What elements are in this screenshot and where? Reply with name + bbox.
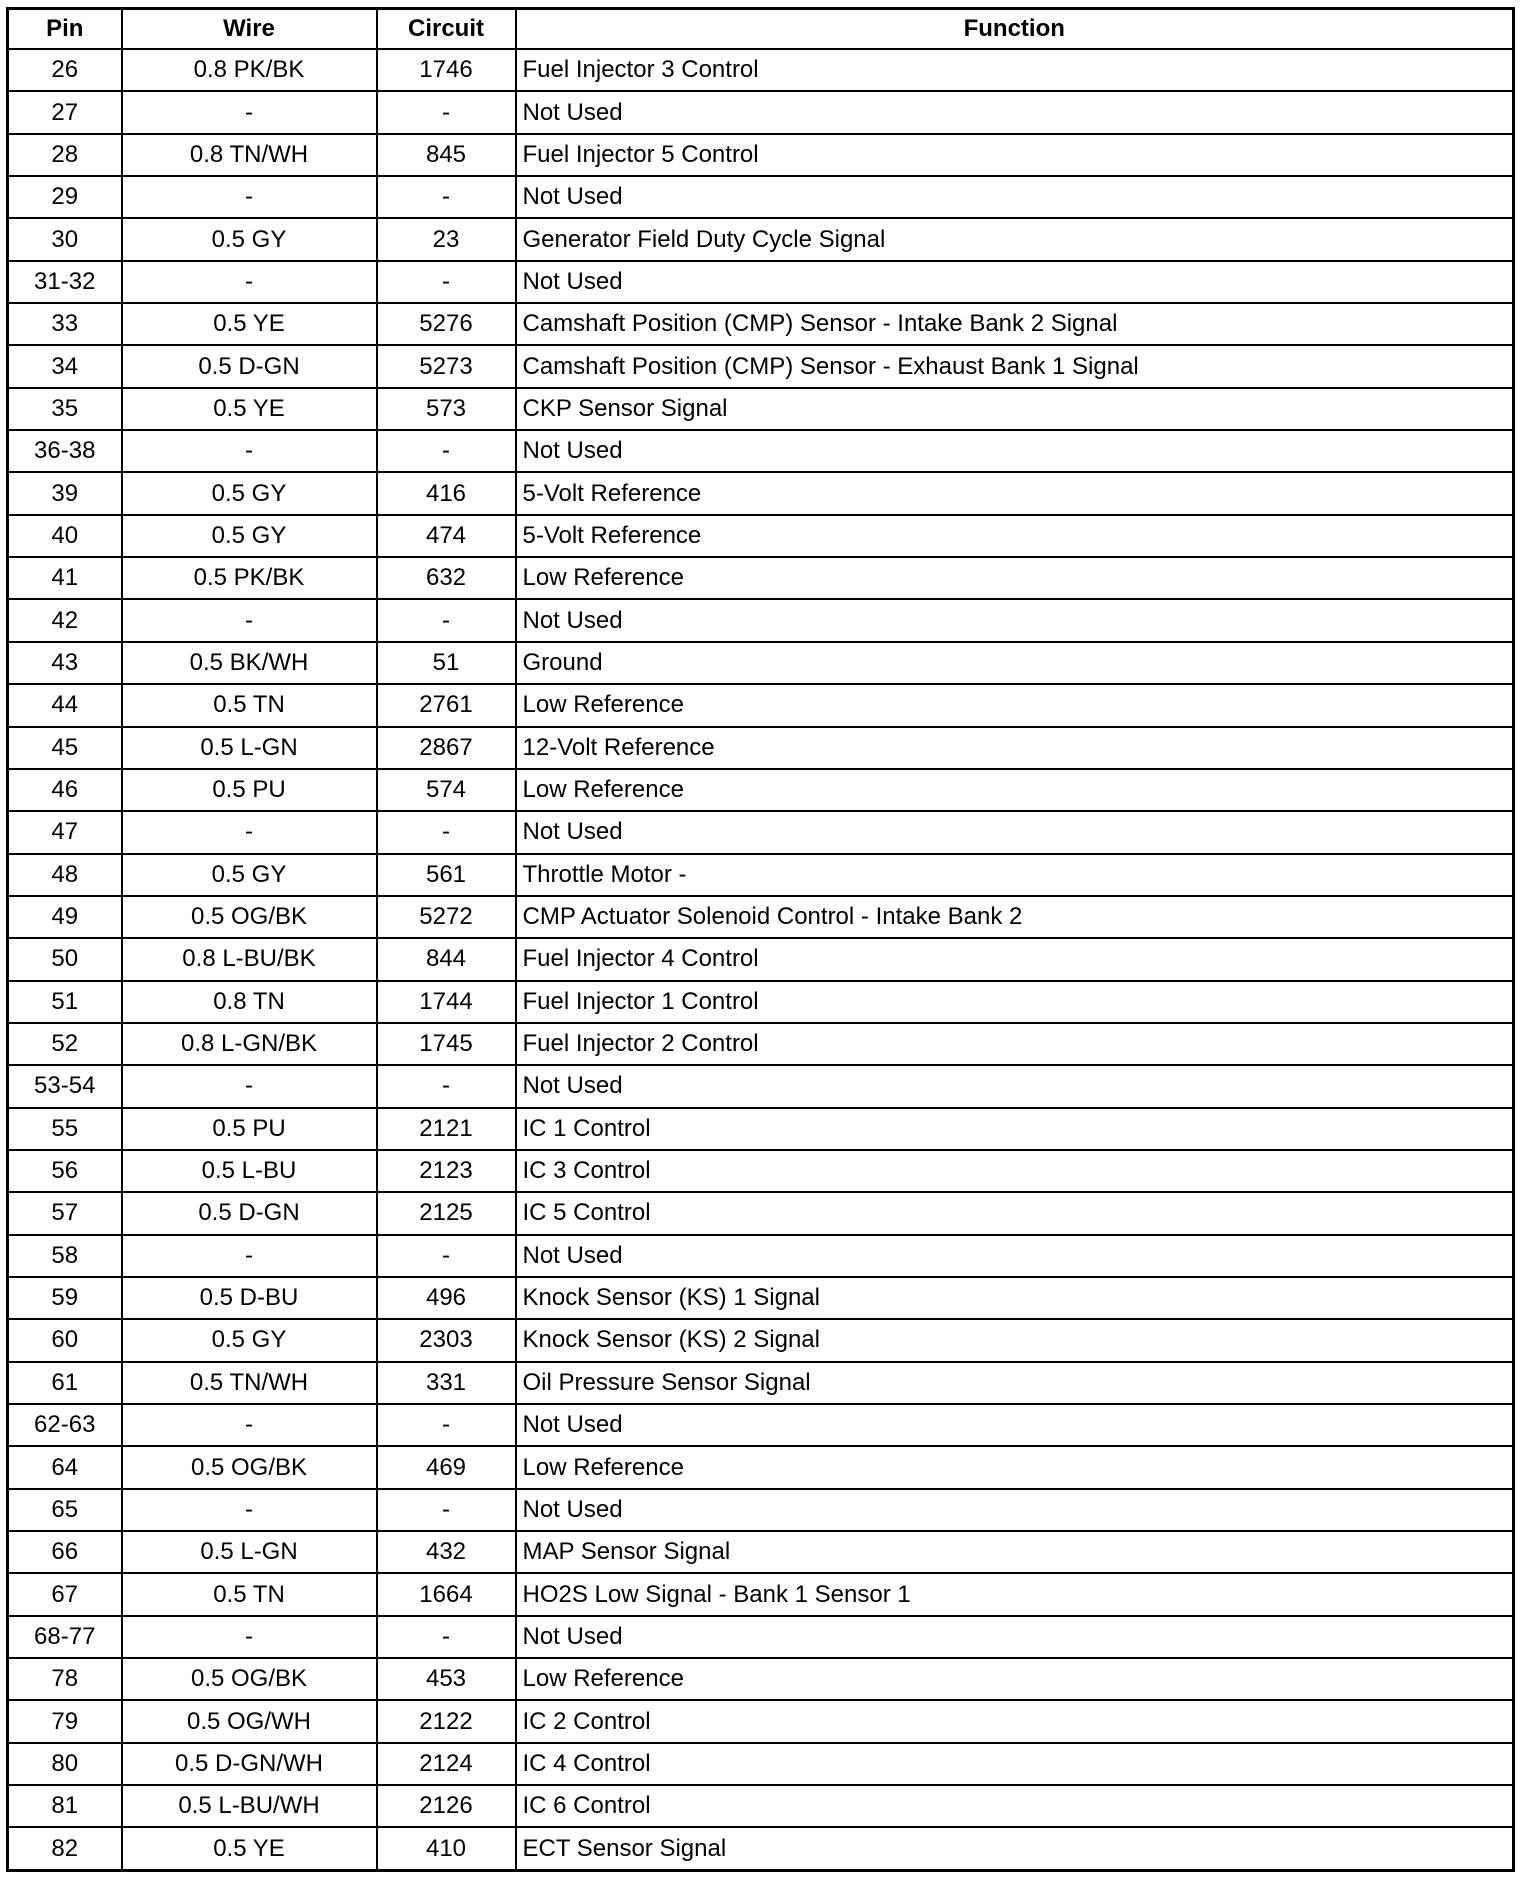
wire-cell: 0.5 TN/WH (122, 1362, 377, 1404)
header-pin: Pin (8, 9, 122, 50)
pin-cell: 66 (8, 1531, 122, 1573)
circuit-cell: 2123 (377, 1150, 516, 1192)
wire-cell: 0.8 L-BU/BK (122, 938, 377, 980)
table-row (8, 91, 1514, 133)
function-cell: IC 6 Control (516, 1785, 1514, 1827)
table-row (8, 684, 1514, 726)
function-cell: IC 3 Control (516, 1150, 1514, 1192)
pin-cell: 44 (8, 684, 122, 726)
circuit-cell: - (377, 261, 516, 303)
function-cell: Camshaft Position (CMP) Sensor - Intake Bank 2 Signal (516, 303, 1514, 345)
table-row (8, 1658, 1514, 1700)
function-cell: Ground (516, 642, 1514, 684)
circuit-cell: 5272 (377, 896, 516, 938)
circuit-cell: - (377, 1065, 516, 1107)
pin-cell: 55 (8, 1108, 122, 1150)
wire-cell: - (122, 1065, 377, 1107)
circuit-cell: 574 (377, 769, 516, 811)
table-row (8, 981, 1514, 1023)
circuit-cell: 844 (377, 938, 516, 980)
wire-cell: - (122, 261, 377, 303)
table-row (8, 388, 1514, 430)
table-row (8, 1573, 1514, 1615)
table-row (8, 472, 1514, 514)
table-row (8, 1785, 1514, 1827)
function-cell: Not Used (516, 1235, 1514, 1277)
pin-cell: 67 (8, 1573, 122, 1615)
table-row (8, 345, 1514, 387)
table-row (8, 1827, 1514, 1870)
pin-cell: 26 (8, 49, 122, 91)
wire-cell: - (122, 430, 377, 472)
table-row (8, 1023, 1514, 1065)
wire-cell: - (122, 599, 377, 641)
wire-cell: 0.5 PU (122, 1108, 377, 1150)
table-row (8, 1446, 1514, 1488)
pin-cell: 78 (8, 1658, 122, 1700)
function-cell: IC 1 Control (516, 1108, 1514, 1150)
table-row (8, 1277, 1514, 1319)
wire-cell: 0.8 L-GN/BK (122, 1023, 377, 1065)
pin-cell: 81 (8, 1785, 122, 1827)
table-row (8, 1108, 1514, 1150)
wire-cell: - (122, 1489, 377, 1531)
pin-cell: 57 (8, 1192, 122, 1234)
function-cell: Low Reference (516, 769, 1514, 811)
table-row (8, 1362, 1514, 1404)
pin-cell: 31-32 (8, 261, 122, 303)
pin-cell: 41 (8, 557, 122, 599)
table-row (8, 854, 1514, 896)
circuit-cell: 632 (377, 557, 516, 599)
wire-cell: 0.5 OG/BK (122, 1658, 377, 1700)
pin-cell: 64 (8, 1446, 122, 1488)
function-cell: Not Used (516, 1489, 1514, 1531)
function-cell: Not Used (516, 261, 1514, 303)
pin-cell: 65 (8, 1489, 122, 1531)
circuit-cell: 2124 (377, 1743, 516, 1785)
function-cell: Low Reference (516, 684, 1514, 726)
table-row (8, 218, 1514, 260)
function-cell: CMP Actuator Solenoid Control - Intake Bank 2 (516, 896, 1514, 938)
circuit-cell: 2867 (377, 727, 516, 769)
header-wire: Wire (122, 9, 377, 50)
function-cell: Not Used (516, 599, 1514, 641)
circuit-cell: 573 (377, 388, 516, 430)
pin-cell: 60 (8, 1319, 122, 1361)
table-row (8, 1150, 1514, 1192)
function-cell: Low Reference (516, 1446, 1514, 1488)
function-cell: Not Used (516, 811, 1514, 853)
table-row (8, 134, 1514, 176)
circuit-cell: 1744 (377, 981, 516, 1023)
wire-cell: 0.5 YE (122, 1827, 377, 1870)
wire-cell: 0.5 GY (122, 854, 377, 896)
circuit-cell: - (377, 91, 516, 133)
circuit-cell: 2126 (377, 1785, 516, 1827)
circuit-cell: 416 (377, 472, 516, 514)
function-cell: 5-Volt Reference (516, 472, 1514, 514)
wire-cell: 0.5 D-GN (122, 345, 377, 387)
circuit-cell: 410 (377, 1827, 516, 1870)
table-row (8, 49, 1514, 91)
pin-cell: 82 (8, 1827, 122, 1870)
function-cell: Generator Field Duty Cycle Signal (516, 218, 1514, 260)
function-cell: ECT Sensor Signal (516, 1827, 1514, 1870)
function-cell: Knock Sensor (KS) 2 Signal (516, 1319, 1514, 1361)
wire-cell: 0.5 GY (122, 472, 377, 514)
wire-cell: 0.5 L-BU (122, 1150, 377, 1192)
table-row (8, 1700, 1514, 1742)
pin-cell: 47 (8, 811, 122, 853)
wire-cell: 0.5 D-GN/WH (122, 1743, 377, 1785)
function-cell: Throttle Motor - (516, 854, 1514, 896)
circuit-cell: 474 (377, 515, 516, 557)
pin-cell: 49 (8, 896, 122, 938)
wire-cell: 0.8 TN (122, 981, 377, 1023)
table-row (8, 1235, 1514, 1277)
connector-pinout-table (6, 7, 1515, 1872)
function-cell: Low Reference (516, 557, 1514, 599)
function-cell: CKP Sensor Signal (516, 388, 1514, 430)
wire-cell: 0.5 GY (122, 1319, 377, 1361)
function-cell: 5-Volt Reference (516, 515, 1514, 557)
table-row (8, 727, 1514, 769)
function-cell: HO2S Low Signal - Bank 1 Sensor 1 (516, 1573, 1514, 1615)
circuit-cell: 845 (377, 134, 516, 176)
pin-cell: 43 (8, 642, 122, 684)
pin-cell: 34 (8, 345, 122, 387)
header-circuit: Circuit (377, 9, 516, 50)
circuit-cell: 5276 (377, 303, 516, 345)
function-cell: Camshaft Position (CMP) Sensor - Exhaust Bank 1 Signal (516, 345, 1514, 387)
function-cell: Oil Pressure Sensor Signal (516, 1362, 1514, 1404)
function-cell: IC 5 Control (516, 1192, 1514, 1234)
circuit-cell: 561 (377, 854, 516, 896)
wire-cell: 0.5 PK/BK (122, 557, 377, 599)
table-row (8, 430, 1514, 472)
circuit-cell: 1746 (377, 49, 516, 91)
function-cell: Not Used (516, 1616, 1514, 1658)
circuit-cell: 2761 (377, 684, 516, 726)
circuit-cell: 2122 (377, 1700, 516, 1742)
function-cell: Fuel Injector 4 Control (516, 938, 1514, 980)
function-cell: Not Used (516, 91, 1514, 133)
pin-cell: 27 (8, 91, 122, 133)
function-cell: Knock Sensor (KS) 1 Signal (516, 1277, 1514, 1319)
table-row (8, 176, 1514, 218)
wire-cell: - (122, 811, 377, 853)
function-cell: MAP Sensor Signal (516, 1531, 1514, 1573)
wire-cell: - (122, 91, 377, 133)
table-row (8, 1404, 1514, 1446)
wire-cell: 0.5 D-BU (122, 1277, 377, 1319)
function-cell: Not Used (516, 176, 1514, 218)
circuit-cell: - (377, 1235, 516, 1277)
circuit-cell: - (377, 599, 516, 641)
table-row (8, 515, 1514, 557)
pin-cell: 46 (8, 769, 122, 811)
function-cell: Not Used (516, 1404, 1514, 1446)
pin-cell: 80 (8, 1743, 122, 1785)
pin-cell: 45 (8, 727, 122, 769)
circuit-cell: 51 (377, 642, 516, 684)
circuit-cell: - (377, 1489, 516, 1531)
header-function: Function (516, 9, 1514, 50)
wire-cell: - (122, 176, 377, 218)
pin-cell: 40 (8, 515, 122, 557)
wire-cell: 0.5 BK/WH (122, 642, 377, 684)
pin-cell: 42 (8, 599, 122, 641)
table-row (8, 261, 1514, 303)
wire-cell: - (122, 1616, 377, 1658)
circuit-cell: - (377, 1404, 516, 1446)
function-cell: Fuel Injector 3 Control (516, 49, 1514, 91)
circuit-cell: 331 (377, 1362, 516, 1404)
function-cell: Fuel Injector 1 Control (516, 981, 1514, 1023)
wire-cell: 0.5 TN (122, 1573, 377, 1615)
table-row (8, 938, 1514, 980)
function-cell: Low Reference (516, 1658, 1514, 1700)
wire-cell: 0.5 L-GN (122, 727, 377, 769)
table-row (8, 303, 1514, 345)
wire-cell: 0.5 L-BU/WH (122, 1785, 377, 1827)
function-cell: Fuel Injector 5 Control (516, 134, 1514, 176)
wire-cell: 0.5 GY (122, 515, 377, 557)
circuit-cell: 2303 (377, 1319, 516, 1361)
table-body (8, 49, 1514, 1871)
wire-cell: - (122, 1235, 377, 1277)
table-row (8, 1743, 1514, 1785)
circuit-cell: 2125 (377, 1192, 516, 1234)
circuit-cell: 2121 (377, 1108, 516, 1150)
table-row (8, 1319, 1514, 1361)
pin-cell: 36-38 (8, 430, 122, 472)
pin-cell: 33 (8, 303, 122, 345)
function-cell: Not Used (516, 430, 1514, 472)
circuit-cell: 23 (377, 218, 516, 260)
wire-cell: 0.8 PK/BK (122, 49, 377, 91)
function-cell: IC 4 Control (516, 1743, 1514, 1785)
pin-cell: 50 (8, 938, 122, 980)
pin-cell: 62-63 (8, 1404, 122, 1446)
circuit-cell: 5273 (377, 345, 516, 387)
wire-cell: 0.5 OG/BK (122, 1446, 377, 1488)
circuit-cell: 1745 (377, 1023, 516, 1065)
circuit-cell: 1664 (377, 1573, 516, 1615)
circuit-cell: 496 (377, 1277, 516, 1319)
wire-cell: 0.5 OG/BK (122, 896, 377, 938)
pin-cell: 53-54 (8, 1065, 122, 1107)
pin-cell: 79 (8, 1700, 122, 1742)
pin-cell: 35 (8, 388, 122, 430)
pin-cell: 61 (8, 1362, 122, 1404)
circuit-cell: 469 (377, 1446, 516, 1488)
pin-cell: 58 (8, 1235, 122, 1277)
wire-cell: 0.5 D-GN (122, 1192, 377, 1234)
circuit-cell: - (377, 1616, 516, 1658)
wire-cell: 0.5 GY (122, 218, 377, 260)
pin-cell: 56 (8, 1150, 122, 1192)
table-row (8, 811, 1514, 853)
table-row (8, 557, 1514, 599)
function-cell: IC 2 Control (516, 1700, 1514, 1742)
circuit-cell: 432 (377, 1531, 516, 1573)
pin-cell: 51 (8, 981, 122, 1023)
wire-cell: 0.8 TN/WH (122, 134, 377, 176)
table-row (8, 896, 1514, 938)
pin-cell: 68-77 (8, 1616, 122, 1658)
table-row (8, 1065, 1514, 1107)
wire-cell: 0.5 YE (122, 303, 377, 345)
pin-cell: 28 (8, 134, 122, 176)
wire-cell: - (122, 1404, 377, 1446)
circuit-cell: 453 (377, 1658, 516, 1700)
wire-cell: 0.5 OG/WH (122, 1700, 377, 1742)
pin-cell: 29 (8, 176, 122, 218)
table-row (8, 1616, 1514, 1658)
wire-cell: 0.5 L-GN (122, 1531, 377, 1573)
circuit-cell: - (377, 176, 516, 218)
table-row (8, 642, 1514, 684)
table-header-row (8, 9, 1514, 50)
pin-cell: 39 (8, 472, 122, 514)
table-row (8, 1192, 1514, 1234)
function-cell: Not Used (516, 1065, 1514, 1107)
wire-cell: 0.5 PU (122, 769, 377, 811)
circuit-cell: - (377, 811, 516, 853)
pin-cell: 30 (8, 218, 122, 260)
wire-cell: 0.5 TN (122, 684, 377, 726)
pin-cell: 59 (8, 1277, 122, 1319)
pin-cell: 52 (8, 1023, 122, 1065)
wire-cell: 0.5 YE (122, 388, 377, 430)
table-row (8, 599, 1514, 641)
function-cell: 12-Volt Reference (516, 727, 1514, 769)
table-row (8, 1489, 1514, 1531)
pin-cell: 48 (8, 854, 122, 896)
table-row (8, 1531, 1514, 1573)
table-row (8, 769, 1514, 811)
function-cell: Fuel Injector 2 Control (516, 1023, 1514, 1065)
circuit-cell: - (377, 430, 516, 472)
